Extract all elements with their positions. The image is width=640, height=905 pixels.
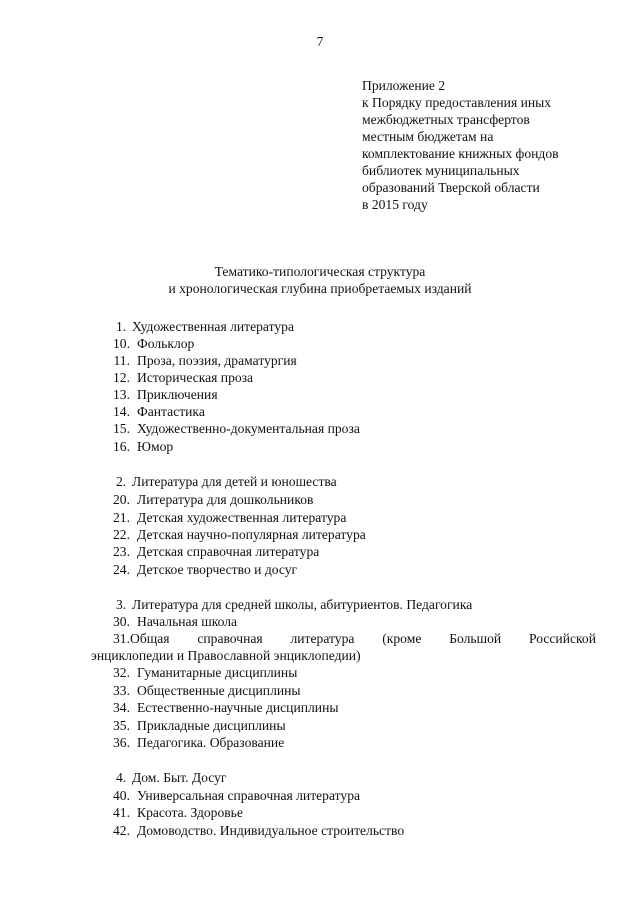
appendix-line: межбюджетных трансфертов	[362, 112, 530, 127]
item-label: Гуманитарные дисциплины	[137, 665, 298, 680]
item-number: 36.	[113, 735, 130, 750]
item-label: Фольклор	[137, 336, 195, 351]
document-title	[0, 263, 640, 297]
list-item	[109, 403, 205, 420]
item-label: Красота. Здоровье	[137, 805, 243, 820]
item-number: 14.	[113, 404, 130, 419]
item-number: 21.	[113, 510, 130, 525]
item-number: 15.	[113, 421, 130, 436]
list-item	[109, 717, 286, 734]
section-number: 4.	[116, 770, 127, 785]
appendix-line: Приложение 2	[362, 78, 446, 93]
page-number: 7	[316, 34, 324, 49]
item-number: 35.	[113, 718, 130, 733]
section-heading	[116, 473, 337, 490]
item-label: Историческая проза	[137, 370, 254, 385]
list-item	[109, 734, 284, 751]
section-heading	[116, 596, 472, 613]
list-item	[109, 335, 194, 352]
list-item	[109, 787, 360, 804]
item-number: 41.	[113, 805, 130, 820]
section-number: 2.	[116, 474, 127, 489]
item-label: Фантастика	[137, 404, 205, 419]
appendix-line: комплектование книжных фондов	[362, 146, 559, 161]
item-label: Детское творчество и досуг	[137, 562, 298, 577]
item-label: Художественно-документальная проза	[137, 421, 360, 436]
item-number: 13.	[113, 387, 130, 402]
item-number: 22.	[113, 527, 130, 542]
item-number: 33.	[113, 683, 130, 698]
list-item	[109, 630, 130, 647]
item-label: Литература для дошкольников	[137, 492, 314, 507]
item-number: 24.	[113, 562, 130, 577]
section-label: Дом. Быт. Досуг	[132, 770, 227, 785]
item-label: Детская справочная литература	[137, 544, 320, 559]
appendix-line: к Порядку предоставления иных	[362, 95, 552, 110]
list-item	[109, 526, 366, 543]
item-label: Детская научно-популярная литература	[137, 527, 366, 542]
appendix-line: местным бюджетам на	[362, 129, 494, 144]
item-label: Универсальная справочная литература	[137, 788, 361, 803]
list-item	[109, 822, 404, 839]
section-label: Художественная литература	[132, 319, 295, 334]
item-label: Прикладные дисциплины	[137, 718, 286, 733]
item-label: Домоводство. Индивидуальное строительство	[137, 823, 405, 838]
list-item	[109, 420, 360, 437]
item-number: 32.	[113, 665, 130, 680]
item-label: Общая справочная литература (кроме Большой Российской	[130, 631, 596, 646]
item-number: 42.	[113, 823, 130, 838]
item-number: 10.	[113, 336, 130, 351]
list-item	[109, 491, 313, 508]
item-number: 11.	[113, 353, 130, 368]
appendix-line: в 2015 году	[362, 197, 428, 212]
item-label-continuation: энциклопедии и Православной энциклопедии)	[91, 648, 361, 663]
section-heading	[116, 769, 227, 786]
item-label: Юмор	[137, 439, 174, 454]
list-item	[109, 561, 297, 578]
appendix-line: библиотек муниципальных	[362, 163, 520, 178]
list-item	[109, 613, 237, 630]
list-item	[109, 386, 218, 403]
list-item	[109, 438, 173, 455]
item-label: Естественно-научные дисциплины	[137, 700, 339, 715]
appendix-header	[362, 77, 632, 213]
item-number: 34.	[113, 700, 130, 715]
section-number: 1.	[116, 319, 127, 334]
list-item	[109, 352, 297, 369]
title-line: и хронологическая глубина приобретаемых изданий	[168, 281, 472, 296]
item-label: Проза, поэзия, драматургия	[137, 353, 297, 368]
list-item	[109, 543, 319, 560]
list-item	[109, 369, 253, 386]
item-number: 23.	[113, 544, 130, 559]
item-label: Детская художественная литература	[137, 510, 347, 525]
list-item	[109, 699, 338, 716]
section-number: 3.	[116, 597, 127, 612]
item-label: Начальная школа	[137, 614, 238, 629]
list-item	[109, 664, 297, 681]
item-number: 20.	[113, 492, 130, 507]
item-label: Приключения	[137, 387, 218, 402]
section-label: Литература для средней школы, абитуриентов. Педагогика	[132, 597, 473, 612]
item-number: 31.	[113, 631, 130, 646]
item-label: Педагогика. Образование	[137, 735, 285, 750]
list-item	[109, 509, 346, 526]
title-line: Тематико-типологическая структура	[214, 264, 426, 279]
section-label: Литература для детей и юношества	[132, 474, 337, 489]
item-number: 16.	[113, 439, 130, 454]
section-heading	[116, 318, 294, 335]
item-label: Общественные дисциплины	[137, 683, 301, 698]
list-item	[109, 682, 301, 699]
list-item	[109, 804, 243, 821]
item-number: 30.	[113, 614, 130, 629]
item-number: 12.	[113, 370, 130, 385]
item-number: 40.	[113, 788, 130, 803]
appendix-line: образований Тверской области	[362, 180, 540, 195]
